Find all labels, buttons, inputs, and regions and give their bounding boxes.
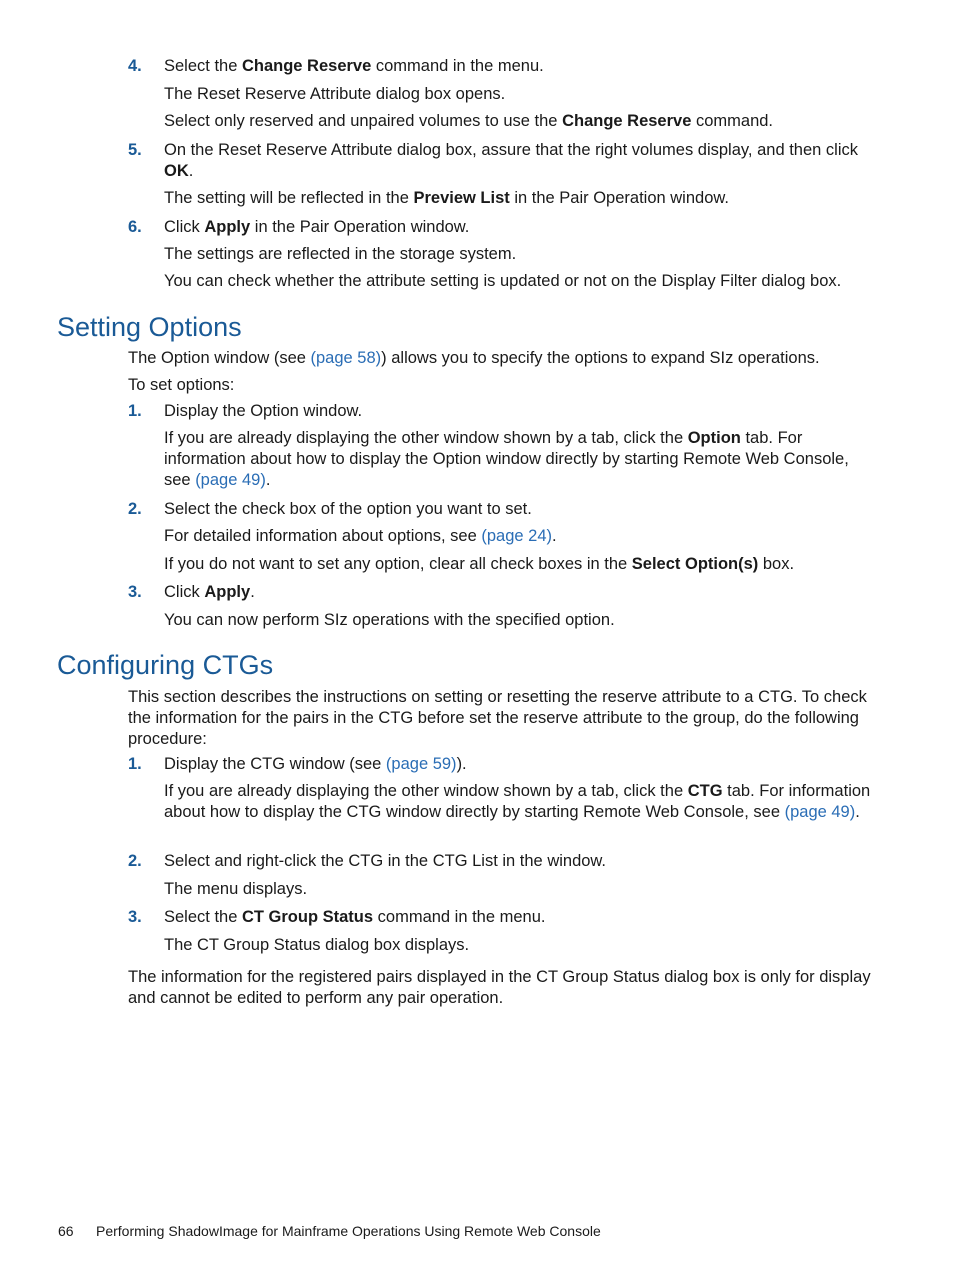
- step-5-text: On the Reset Reserve Attribute dialog box, assure that the right volumes display, and then click OK.: [164, 141, 858, 180]
- step-6-text: Click Apply in the Pair Operation window.: [164, 218, 470, 236]
- step-number: 2.: [128, 500, 142, 518]
- step-number: 3.: [128, 583, 142, 601]
- step-number: 4.: [128, 57, 142, 75]
- step-2-text: Select and right-click the CTG in the CTG List in the window.: [164, 852, 607, 870]
- section-heading-configuring-ctgs: Configuring CTGs: [57, 650, 274, 680]
- step-1-text: Display the Option window.: [164, 402, 363, 420]
- step-1-note: If you are already displaying the other window shown by a tab, click the Option tab. For information about how to display the Option window directly by starting Remote Web Console, see (page 49).: [164, 429, 849, 489]
- section-heading-setting-options: Setting Options: [57, 312, 242, 342]
- step-number: 6.: [128, 218, 142, 236]
- step-5-result: The setting will be reflected in the Preview List in the Pair Operation window.: [164, 189, 729, 207]
- step-4-text: Select the Change Reserve command in the menu.: [164, 57, 544, 75]
- page-link[interactable]: (page 59): [385, 755, 457, 773]
- step-1-note: If you are already displaying the other window shown by a tab, click the CTG tab. For information about how to display the CTG window directly by starting Remote Web Console, see (page 49).: [164, 782, 871, 821]
- step-number: 5.: [128, 141, 142, 159]
- step-4-note: Select only reserved and unpaired volumes to use the Change Reserve command.: [164, 112, 774, 130]
- step-3-text: Click Apply.: [164, 583, 255, 601]
- step-6-note: You can check whether the attribute setting is updated or not on the Display Filter dialog box.: [164, 272, 842, 290]
- step-number: 2.: [128, 852, 142, 870]
- page-link[interactable]: (page 58): [310, 349, 382, 367]
- page-link[interactable]: (page 49): [784, 803, 856, 821]
- step-number: 1.: [128, 755, 142, 773]
- step-3-text: Select the CT Group Status command in the menu.: [164, 908, 546, 926]
- page-number: 66: [58, 1223, 74, 1239]
- step-number: 3.: [128, 908, 142, 926]
- step-4-result: The Reset Reserve Attribute dialog box opens.: [164, 85, 506, 103]
- section-intro: This section describes the instructions on setting or resetting the reserve attribute to a CTG. To check the information for the pairs in the CTG before set the reserve attribute to the group, do the following procedure:: [128, 688, 867, 748]
- step-2-note-2: If you do not want to set any option, clear all check boxes in the Select Option(s) box.: [164, 555, 795, 573]
- page-link[interactable]: (page 24): [481, 527, 552, 545]
- closing-paragraph: The information for the registered pairs displayed in the CT Group Status dialog box is only for display and cannot be edited to perform any pair operation.: [128, 968, 871, 1007]
- footer-title: Performing ShadowImage for Mainframe Operations Using Remote Web Console: [96, 1223, 601, 1239]
- step-2-note: For detailed information about options, see (page 24).: [164, 527, 557, 545]
- step-3-result: You can now perform SIz operations with the specified option.: [164, 611, 615, 629]
- procedure-lead: To set options:: [128, 376, 235, 394]
- step-1-text: Display the CTG window (see (page 59)).: [164, 755, 467, 773]
- step-6-result: The settings are reflected in the storage system.: [164, 245, 517, 263]
- step-2-result: The menu displays.: [164, 880, 308, 898]
- section-intro: The Option window (see (page 58)) allows you to specify the options to expand SIz operations.: [128, 349, 820, 367]
- page-link[interactable]: (page 49): [195, 471, 266, 489]
- step-number: 1.: [128, 402, 142, 420]
- step-2-text: Select the check box of the option you want to set.: [164, 500, 532, 518]
- step-3-result: The CT Group Status dialog box displays.: [164, 936, 470, 954]
